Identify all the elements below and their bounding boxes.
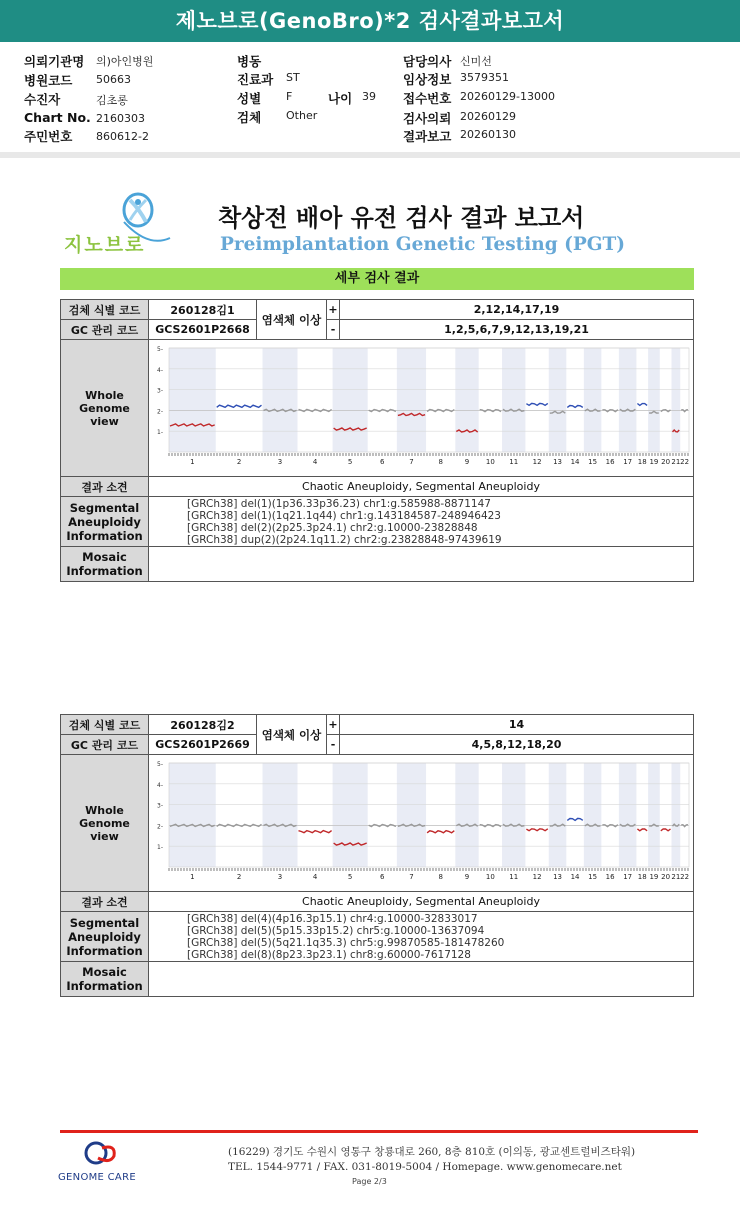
chromosome-label: 5 [347,873,353,881]
receipt-no-value: 20260129-13000 [460,90,555,103]
segmental-item: [GRCh38] del(5)(5q21.1q35.3) chr5:g.99870585-181478260 [187,936,505,949]
sex-value: F [286,90,293,103]
chromosome-label: 20 [661,458,671,466]
specimen-value: Other [286,109,318,122]
chromosome-label: 9 [464,458,470,466]
footer-contact: TEL. 1544-9771 / FAX. 031-8019-5004 / Homepage. www.genomecare.net [228,1161,622,1173]
segmental-label: Segmental Aneuploidy Information [61,497,149,547]
sample-id-label: 검체 식별 코드 [61,715,149,735]
chromosome-label: 15 [588,458,598,466]
company-name: GENOME CARE [58,1172,136,1183]
whole-genome-chart-2 [149,755,694,892]
segmental-item: [GRCh38] del(5)(5p15.33p15.2) chr5:g.10000-13637094 [187,924,485,937]
clinical-info-label: 임상정보 [403,72,452,87]
request-date-label: 검사의뢰 [403,111,452,126]
segmental-item: [GRCh38] del(4)(4p16.3p15.1) chr4:g.10000-32833017 [187,912,478,925]
chromosome-band [648,763,660,867]
finding-label: 결과 소견 [61,477,149,497]
age-label: 나이 [328,91,353,106]
segmental-item: [GRCh38] dup(2)(2p24.1q11.2) chr2:g.23828848-97439619 [187,533,502,546]
gc-code-value: GCS2601P2669 [149,735,257,755]
chromosome-band [648,348,660,452]
chrom-abn-label: 염색체 이상 [257,715,327,755]
wgv-label: Whole Genome view [61,340,149,477]
section-title: 세부 검사 결과 [60,268,694,290]
chromosome-label: 1 [190,458,195,466]
chromosome-label: 17 [623,873,633,881]
chromosome-label: 6 [380,458,385,466]
chromosome-label: 9 [464,873,470,881]
report-date-label: 결과보고 [403,129,452,144]
y-tick-label: 5- [157,346,163,353]
footer-address: (16229) 경기도 수원시 영통구 창룡대로 260, 8층 810호 (이의동, 광교센트럴비즈타워) [228,1146,636,1158]
loss-chromosomes: 1,2,5,6,7,9,12,13,19,21 [340,320,694,340]
segmental-item: [GRCh38] del(1)(1q21.1q44) chr1:g.143184587-248946423 [187,509,501,522]
chromosome-band [333,763,368,867]
footer-address-block [228,1145,635,1175]
chromosome-label: 14 [570,458,580,466]
chromosome-label: 22 [680,873,690,881]
chromosome-band [671,763,680,867]
chromosome-band [671,348,680,452]
chromosome-label: 12 [532,873,542,881]
chart-no-value: 2160303 [96,112,145,125]
sample-id-value: 260128김2 [149,715,257,735]
chromosome-label: 10 [485,873,495,881]
collector-label: 수진자 [24,92,61,107]
chromosome-band [455,763,478,867]
mosaic-value [149,962,694,997]
chromosome-label: 18 [637,458,647,466]
chromosome-band [584,763,602,867]
report-header-title: 제노브로(GenoBro)*2 검사결과보고서 [0,0,740,42]
wgv-label: Whole Genome view [61,755,149,892]
request-date-value: 20260129 [460,110,516,123]
chromosome-label: 13 [553,458,563,466]
genome-plot-1 [149,340,694,473]
chromosome-label: 4 [312,873,318,881]
mosaic-value [149,547,694,582]
mosaic-label: Mosaic Information [61,962,149,997]
resident-no-value: 860612-2 [96,130,149,143]
logo-text: 지노브로 [64,234,146,256]
chromosome-band [549,763,567,867]
finding-label: 결과 소견 [61,892,149,912]
hospital-code-value: 50663 [96,73,131,86]
genome-care-logo [58,1140,150,1184]
chromosome-label: 17 [623,458,633,466]
gc-code-label: GC 관리 코드 [61,320,149,340]
department-value: ST [286,71,300,84]
finding-value: Chaotic Aneuploidy, Segmental Aneuploidy [149,477,694,497]
chromosome-label: 19 [649,458,659,466]
segmental-item: [GRCh38] del(1)(1p36.33p36.23) chr1:g.585988-8871147 [187,497,491,510]
mosaic-label: Mosaic Information [61,547,149,582]
chromosome-band [619,763,637,867]
chromosome-label: 10 [485,458,495,466]
segmental-label: Segmental Aneuploidy Information [61,912,149,962]
chromosome-label: 20 [661,873,671,881]
y-tick-label: 2- [157,823,163,831]
chromosome-band [397,763,426,867]
footer-divider [60,1130,698,1133]
loss-sign: - [327,320,340,340]
chromosome-band [169,348,216,452]
plot-area [169,763,689,867]
gain-sign: + [327,300,340,320]
loss-chromosomes: 4,5,8,12,18,20 [340,735,694,755]
chromosome-label: 21 [671,458,681,466]
institution-label: 의뢰기관명 [24,54,85,69]
chromosome-label: 5 [347,458,353,466]
chromosome-label: 22 [680,458,690,466]
gain-chromosomes: 2,12,14,17,19 [340,300,694,320]
collector-value: 김초롱 [96,94,128,107]
chromosome-label: 3 [277,873,283,881]
specimen-label: 검체 [237,110,262,125]
plot-area [169,348,689,452]
ward-label: 병동 [237,54,262,69]
chart-no-label: Chart No. [24,110,91,125]
chromosome-label: 16 [605,458,615,466]
patient-info-panel [0,42,740,154]
whole-genome-chart-1 [149,340,694,477]
chromosome-band [549,348,567,452]
chromosome-label: 2 [236,873,242,881]
chromosome-label: 4 [312,458,318,466]
chromosome-band [619,348,637,452]
y-tick-label: 4- [157,366,163,374]
chrom-abn-label: 염색체 이상 [257,300,327,340]
clinical-info-value: 3579351 [460,71,509,84]
department-label: 진료과 [237,72,274,87]
chromosome-band [502,763,525,867]
y-tick-label: 1- [157,429,163,437]
chromosome-band [397,348,426,452]
segmental-item: [GRCh38] del(8)(8p23.3p23.1) chr8:g.60000-7617128 [187,948,471,961]
report-date-value: 20260130 [460,128,516,141]
segmental-item: [GRCh38] del(2)(2p25.3p24.1) chr2:g.10000-23828848 [187,521,478,534]
hospital-code-label: 병원코드 [24,73,73,88]
chromosome-label: 11 [509,458,519,466]
loss-sign: - [327,735,340,755]
gain-sign: + [327,715,340,735]
sample-table-2 [60,714,694,997]
sex-label: 성별 [237,91,262,106]
y-tick-label: 3- [157,387,163,395]
chromosome-band [584,348,602,452]
chromosome-label: 8 [438,458,443,466]
chromosome-label: 7 [409,873,414,881]
chromosome-label: 12 [532,458,542,466]
report-title: 착상전 배아 유전 검사 결과 보고서 [218,204,585,232]
chromosome-band [262,763,297,867]
resident-no-label: 주민번호 [24,129,73,144]
chromosome-label: 13 [553,873,563,881]
segmental-list [149,497,694,547]
chromosome-label: 18 [637,873,647,881]
chromosome-label: 19 [649,873,659,881]
chromosome-label: 7 [409,458,414,466]
chromosome-band [169,763,216,867]
chromosome-label: 6 [380,873,385,881]
y-tick-label: 2- [157,408,163,416]
sample-table-1 [60,299,694,582]
chromosome-label: 3 [277,458,283,466]
institution-value: 의)아인병원 [96,55,154,68]
chromosome-label: 14 [570,873,580,881]
age-value: 39 [362,90,376,103]
genome-care-icon [58,1140,150,1166]
doctor-label: 담당의사 [403,54,452,69]
report-subtitle: Preimplantation Genetic Testing (PGT) [220,234,626,255]
gc-code-value: GCS2601P2668 [149,320,257,340]
sample-id-value: 260128김1 [149,300,257,320]
gc-code-label: GC 관리 코드 [61,735,149,755]
chromosome-label: 8 [438,873,443,881]
chromosome-label: 11 [509,873,519,881]
chromosome-label: 1 [190,873,195,881]
page-number: Page 2/3 [352,1177,387,1186]
gain-chromosomes: 14 [340,715,694,735]
chromosome-label: 21 [671,873,681,881]
y-tick-label: 4- [157,781,163,789]
chromosome-band [455,348,478,452]
chromosome-label: 16 [605,873,615,881]
receipt-no-label: 접수번호 [403,91,452,106]
chromosome-band [333,348,368,452]
chromosome-band [502,348,525,452]
chromosome-band [262,348,297,452]
chromosome-label: 15 [588,873,598,881]
genobro-logo [60,190,180,256]
chromosome-label: 2 [236,458,242,466]
y-tick-label: 3- [157,802,163,810]
finding-value: Chaotic Aneuploidy, Segmental Aneuploidy [149,892,694,912]
y-tick-label: 1- [157,844,163,852]
segmental-list [149,912,694,962]
sample-id-label: 검체 식별 코드 [61,300,149,320]
y-tick-label: 5- [157,761,163,768]
doctor-value: 신미선 [460,55,492,68]
genome-plot-2 [149,755,694,888]
